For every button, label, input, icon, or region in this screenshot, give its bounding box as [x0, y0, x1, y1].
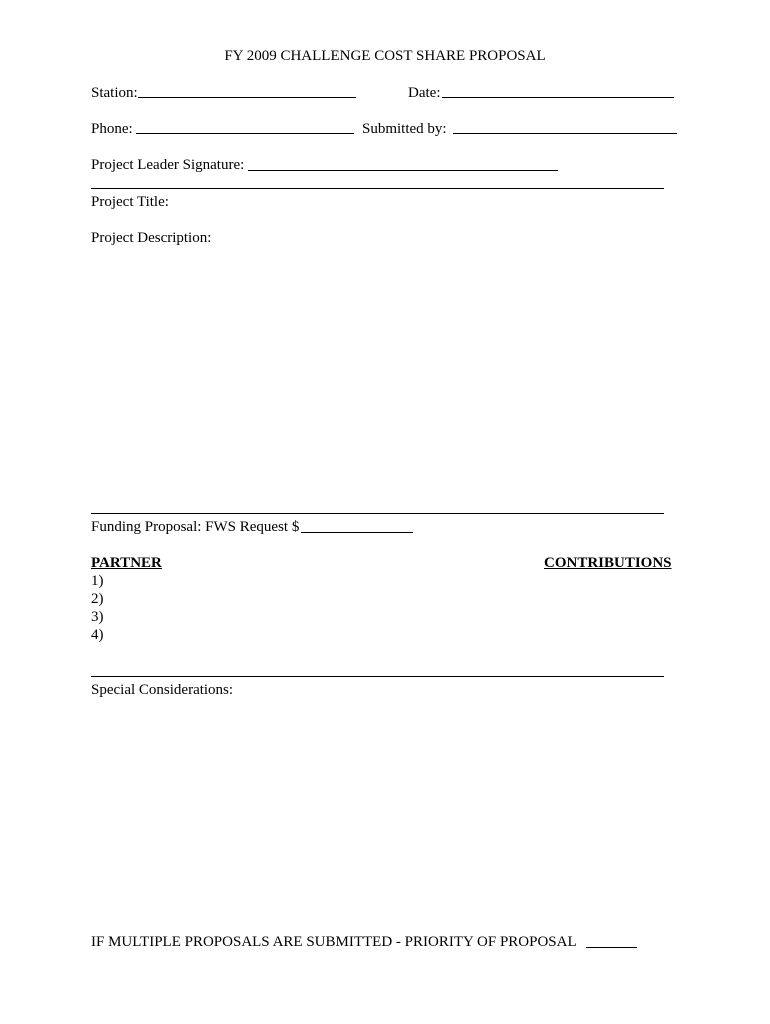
partner-item: 4) — [91, 627, 104, 643]
station-label: Station: — [91, 85, 138, 101]
section-divider — [91, 513, 664, 514]
date-label: Date: — [408, 85, 441, 101]
fws-request-field[interactable] — [301, 532, 413, 533]
station-field[interactable] — [138, 97, 356, 98]
priority-field[interactable] — [586, 947, 637, 948]
phone-label: Phone: — [91, 121, 133, 137]
partner-item: 1) — [91, 573, 104, 589]
signature-field[interactable] — [248, 170, 558, 171]
contributions-heading: CONTRIBUTIONS — [544, 555, 672, 571]
funding-label: Funding Proposal: FWS Request $ — [91, 519, 300, 535]
signature-label: Project Leader Signature: — [91, 157, 245, 173]
section-divider — [91, 188, 664, 189]
submitted-by-field[interactable] — [453, 133, 677, 134]
project-title-field[interactable] — [180, 206, 664, 207]
partner-item: 2) — [91, 591, 104, 607]
priority-label: IF MULTIPLE PROPOSALS ARE SUBMITTED - PRIORITY OF PROPOSAL — [91, 934, 577, 950]
special-considerations-label: Special Considerations: — [91, 682, 234, 698]
partner-item: 3) — [91, 609, 104, 625]
project-description-area[interactable] — [91, 250, 664, 500]
partner-heading: PARTNER — [91, 555, 162, 571]
submitted-by-label: Submitted by: — [362, 121, 447, 137]
project-title-label: Project Title: — [91, 194, 169, 210]
phone-field[interactable] — [136, 133, 354, 134]
date-field[interactable] — [442, 97, 674, 98]
section-divider — [91, 676, 664, 677]
special-considerations-area[interactable] — [91, 702, 664, 912]
project-description-label: Project Description: — [91, 230, 212, 246]
form-title: FY 2009 CHALLENGE COST SHARE PROPOSAL — [224, 48, 546, 64]
